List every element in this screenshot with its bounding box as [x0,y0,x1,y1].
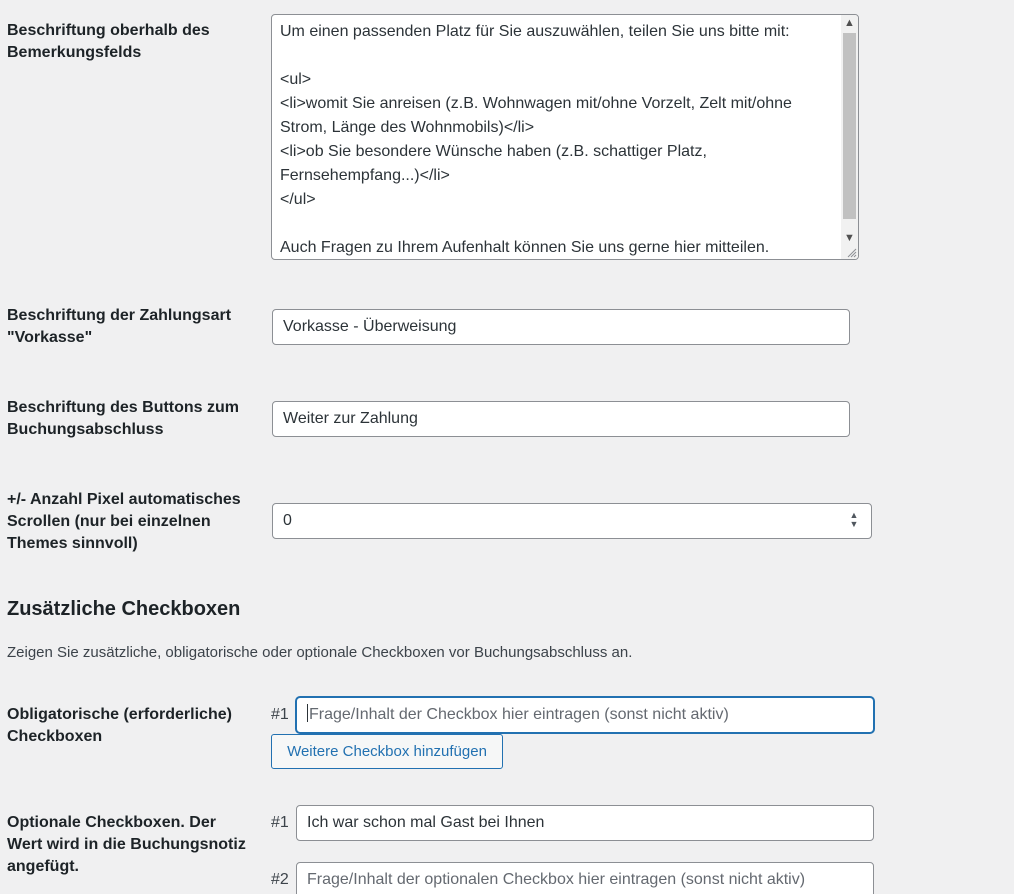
remark-label-text[interactable]: Um einen passenden Platz für Sie auszuwählen, teilen Sie uns bitte mit: <ul> <li>womit Sie anreisen (z.B. Wohnwagen mit/ohne Vorzelt, Zelt mit/ohne Strom, Länge des Wohnmobils)</li> <li>ob Sie besondere Wünsche haben (z.B. schattiger Platz, Fernsehempfang...)</li> </ul> Auch Fragen zu Ihrem Aufenhalt können Sie uns gerne hier mitteilen. [280,23,792,256]
checkboxes-section-description: Zeigen Sie zusätzliche, obligatorische oder optionale Checkboxen vor Buchungsabschluss an. [7,644,633,661]
scrollbar-thumb[interactable] [843,33,856,219]
optional-checkboxes-heading: Optionale Checkboxen. Der Wert wird in die Buchungsnotiz angefügt. [7,814,246,875]
text-caret [307,704,308,722]
add-checkbox-button[interactable]: Weitere Checkbox hinzufügen [271,734,503,769]
mandatory-item-number: #1 [271,706,289,723]
mandatory-checkboxes-heading: Obligatorische (erforderliche) Checkboxen [7,706,232,745]
remark-label-textarea[interactable] [271,14,859,260]
resize-grip-icon[interactable] [845,246,857,258]
remark-label-heading: Beschriftung oberhalb des Bemerkungsfelds [7,22,210,61]
textarea-scrollbar[interactable] [841,15,858,259]
scroll-pixels-value: 0 [283,512,292,529]
optional-checkbox-input-1[interactable]: Ich war schon mal Gast bei Ihnen [296,805,874,841]
mandatory-checkbox-placeholder: Frage/Inhalt der Checkbox hier eintragen (sonst nicht aktiv) [309,706,729,723]
scroll-pixels-heading: +/- Anzahl Pixel automatisches Scrollen (nur bei einzelnen Themes sinnvoll) [7,491,241,552]
payment-label-input[interactable]: Vorkasse - Überweisung [272,309,850,345]
optional-item-number-1: #1 [271,814,289,831]
button-label-input[interactable]: Weiter zur Zahlung [272,401,850,437]
chevron-down-icon[interactable]: ▼ [844,232,855,244]
scroll-pixels-input[interactable] [272,503,872,539]
mandatory-checkbox-input[interactable] [296,697,874,733]
optional-checkbox-input-2[interactable]: Frage/Inhalt der optionalen Checkbox hier eintragen (sonst nicht aktiv) [296,862,874,894]
checkboxes-section-title: Zusätzliche Checkboxen [7,598,241,620]
number-spinner-icon[interactable]: ▲ ▼ [849,510,859,529]
payment-label-heading: Beschriftung der Zahlungsart "Vorkasse" [7,307,232,346]
chevron-up-icon[interactable]: ▲ [844,17,855,29]
button-label-heading: Beschriftung des Buttons zum Buchungsabschluss [7,399,240,438]
optional-item-number-2: #2 [271,871,289,888]
